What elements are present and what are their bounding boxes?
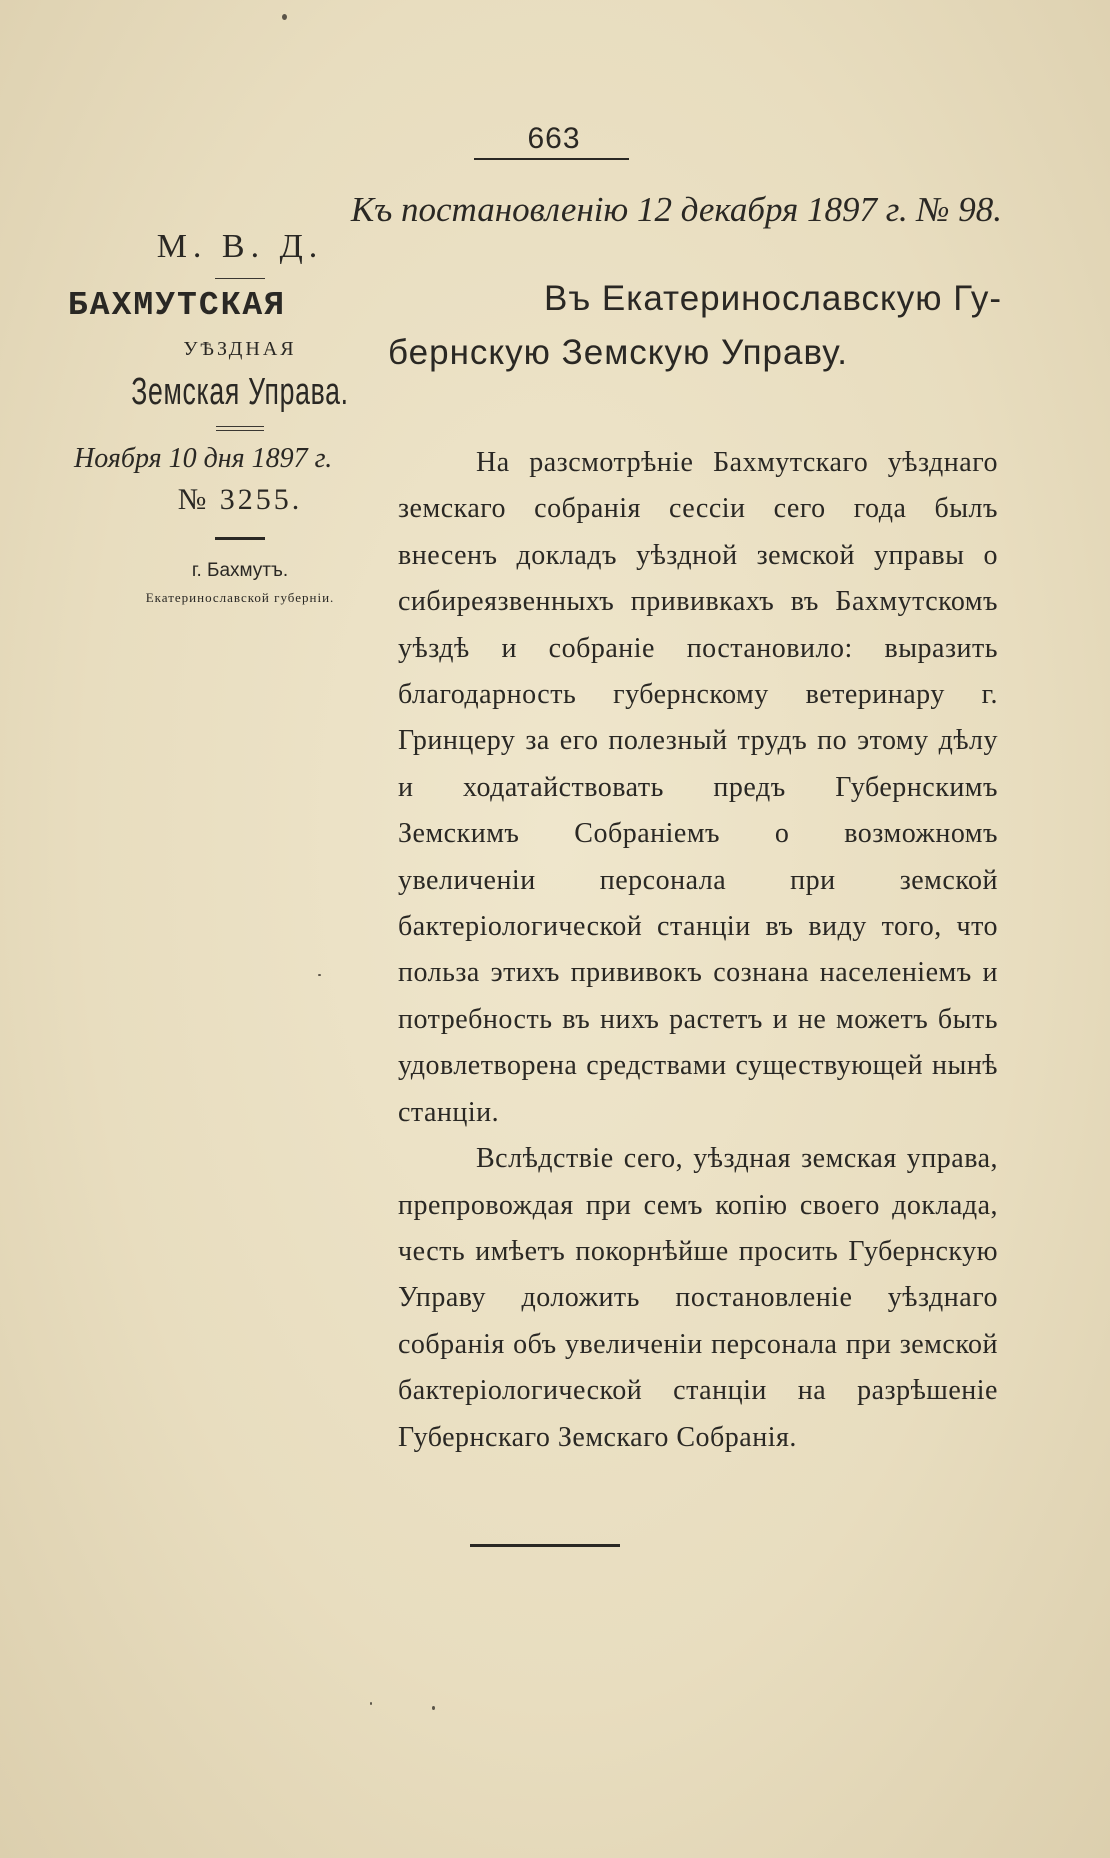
addressee-line-2: бернскую Земскую Управу. (388, 333, 849, 372)
ministry-abbreviation: М. В. Д. (156, 228, 324, 265)
organization-name: БАХМУТСКАЯ (68, 287, 287, 324)
addressee (388, 272, 1002, 380)
letter-body (398, 440, 998, 1461)
board-name: Земская Управа. (131, 371, 349, 413)
letter-number: № 3255. (177, 483, 303, 516)
resolution-reference: Къ постановленію 12 декабря 1897 г. № 98. (350, 190, 1002, 229)
closing-rule (470, 1544, 620, 1547)
body-paragraph-1: На разсмотрѣніе Бахмутскаго уѣзднаго земскаго собранія сессіи сего года былъ внесенъ докладъ уѣздной земской управы о сибиреязвенныхъ прививкахъ въ Бахмутскомъ уѣздѣ и собраніе постановило: выразить благодарность губернскому ветеринару г. Гринцеру за его полезный трудъ по этому дѣлу и ходатайствовать предъ Губернскимъ Земскимъ Собраніемъ о возможномъ увеличеніи персонала при земской бактеріологической станціи въ виду того, что польза этихъ прививокъ сознана населеніемъ и потребность въ нихъ растетъ и не можетъ быть удовлетворена средствами существующей нынѣ станціи. (398, 447, 998, 1128)
province: Екатеринославской губерніи. (145, 590, 335, 605)
organization-subtitle: УѢЗДНАЯ (183, 338, 297, 360)
letterhead-double-rule (216, 426, 264, 431)
body-paragraph-2: Вслѣдствіе сего, уѣздная земская управа, препровождая при семъ копію своего доклада, честь имѣетъ покорнѣйше просить Губернскую Управу доложить постановленіе уѣзднаго собранія объ увеличеніи персонала при земской бактеріологической станціи на разрѣшеніе Губернскаго Земскаго Собранія. (398, 1143, 998, 1453)
page-number: 663 (527, 122, 581, 155)
page-number-rule (474, 158, 629, 160)
letterhead-thick-rule (215, 537, 265, 540)
city: г. Бахмутъ. (191, 560, 289, 581)
letter-date: Ноября 10 дня 1897 г. (74, 443, 333, 474)
letterhead (68, 228, 400, 606)
letterhead-rule (215, 278, 265, 279)
addressee-line-1: Въ Екатеринославскую Гу- (543, 279, 1002, 318)
